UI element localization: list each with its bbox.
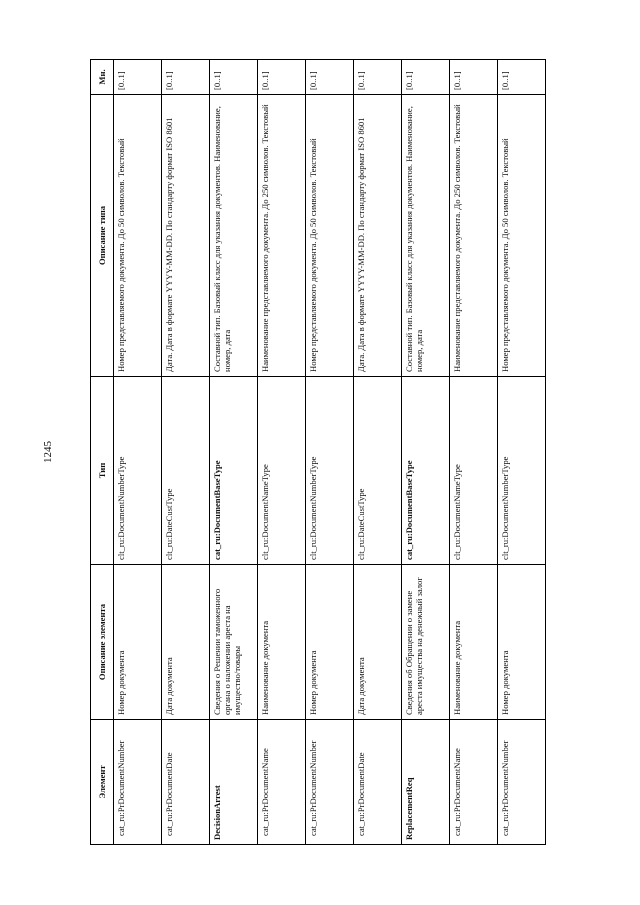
cell-type-desc: Составной тип. Базовый класс для указания документов. Наименование, номер, дата	[402, 95, 450, 377]
header-type-desc: Описание типа	[91, 95, 114, 377]
cell-element: cat_ru:PrDocumentNumber	[114, 720, 162, 845]
cell-type: cat_ru:DocumentBaseType	[210, 377, 258, 565]
cell-element: cat_ru:PrDocumentDate	[354, 720, 402, 845]
header-element: Элемент	[91, 720, 114, 845]
cell-type: clt_ru:DocumentNameType	[258, 377, 306, 565]
cell-type: clt_ru:DateCustType	[354, 377, 402, 565]
cell-multiplicity: [0..1]	[450, 60, 498, 95]
cell-type-desc: Дата. Дата в формате YYYY-MM-DD. По стандарту формат ISO 8601	[162, 95, 210, 377]
cell-multiplicity: [0..1]	[354, 60, 402, 95]
cell-element: cat_ru:PrDocumentName	[258, 720, 306, 845]
cell-multiplicity: [0..1]	[306, 60, 354, 95]
cell-element: cat_ru:PrDocumentNumber	[306, 720, 354, 845]
page-number: 1245	[42, 441, 54, 463]
cell-multiplicity: [0..1]	[162, 60, 210, 95]
element-table	[90, 59, 546, 845]
cell-type-desc: Составной тип. Базовый класс для указания документов. Наименование, номер, дата	[210, 95, 258, 377]
cell-element-desc: Дата документа	[354, 565, 402, 720]
cell-type: clt_ru:DateCustType	[162, 377, 210, 565]
cell-element-desc: Сведения об Обращении о замене ареста имущества на денежный залог	[402, 565, 450, 720]
element-table-container	[90, 60, 530, 845]
cell-element: DecisionArrest	[210, 720, 258, 845]
table-row	[210, 60, 258, 845]
cell-type: clt_ru:DocumentNumberType	[498, 377, 546, 565]
cell-multiplicity: [0..1]	[210, 60, 258, 95]
cell-element: cat_ru:PrDocumentDate	[162, 720, 210, 845]
cell-type: clt_ru:DocumentNumberType	[114, 377, 162, 565]
table-row	[306, 60, 354, 845]
cell-element-desc: Номер документа	[498, 565, 546, 720]
cell-element: cat_ru:PrDocumentName	[450, 720, 498, 845]
table-row	[498, 60, 546, 845]
table-row	[114, 60, 162, 845]
cell-element: ReplacementReq	[402, 720, 450, 845]
cell-element: cat_ru:PrDocumentNumber	[498, 720, 546, 845]
cell-multiplicity: [0..1]	[402, 60, 450, 95]
table-row	[450, 60, 498, 845]
header-type: Тип	[91, 377, 114, 565]
table-row	[402, 60, 450, 845]
cell-type-desc: Номер представляемого документа. До 50 символов. Текстовый	[306, 95, 354, 377]
cell-multiplicity: [0..1]	[114, 60, 162, 95]
cell-element-desc: Наименование документа	[450, 565, 498, 720]
cell-element-desc: Номер документа	[306, 565, 354, 720]
cell-element-desc: Наименование документа	[258, 565, 306, 720]
cell-type-desc: Наименование представляемого документа. До 250 символов. Текстовый	[258, 95, 306, 377]
cell-type-desc: Наименование представляемого документа. До 250 символов. Текстовый	[450, 95, 498, 377]
header-element-desc: Описание элемента	[91, 565, 114, 720]
table-header-row	[91, 60, 114, 845]
cell-multiplicity: [0..1]	[258, 60, 306, 95]
cell-element-desc: Дата документа	[162, 565, 210, 720]
cell-type-desc: Дата. Дата в формате YYYY-MM-DD. По стандарту формат ISO 8601	[354, 95, 402, 377]
table-row	[162, 60, 210, 845]
cell-element-desc: Номер документа	[114, 565, 162, 720]
cell-type: clt_ru:DocumentNumberType	[306, 377, 354, 565]
table-row	[354, 60, 402, 845]
cell-multiplicity: [0..1]	[498, 60, 546, 95]
cell-type-desc: Номер представляемого документа. До 50 символов. Текстовый	[498, 95, 546, 377]
table-row	[258, 60, 306, 845]
header-multiplicity: Мн.	[91, 60, 114, 95]
cell-element-desc: Сведения о Решении таможенного органа о наложении ареста на имущество/товары	[210, 565, 258, 720]
cell-type: cat_ru:DocumentBaseType	[402, 377, 450, 565]
cell-type: clt_ru:DocumentNameType	[450, 377, 498, 565]
cell-type-desc: Номер представляемого документа. До 50 символов. Текстовый	[114, 95, 162, 377]
